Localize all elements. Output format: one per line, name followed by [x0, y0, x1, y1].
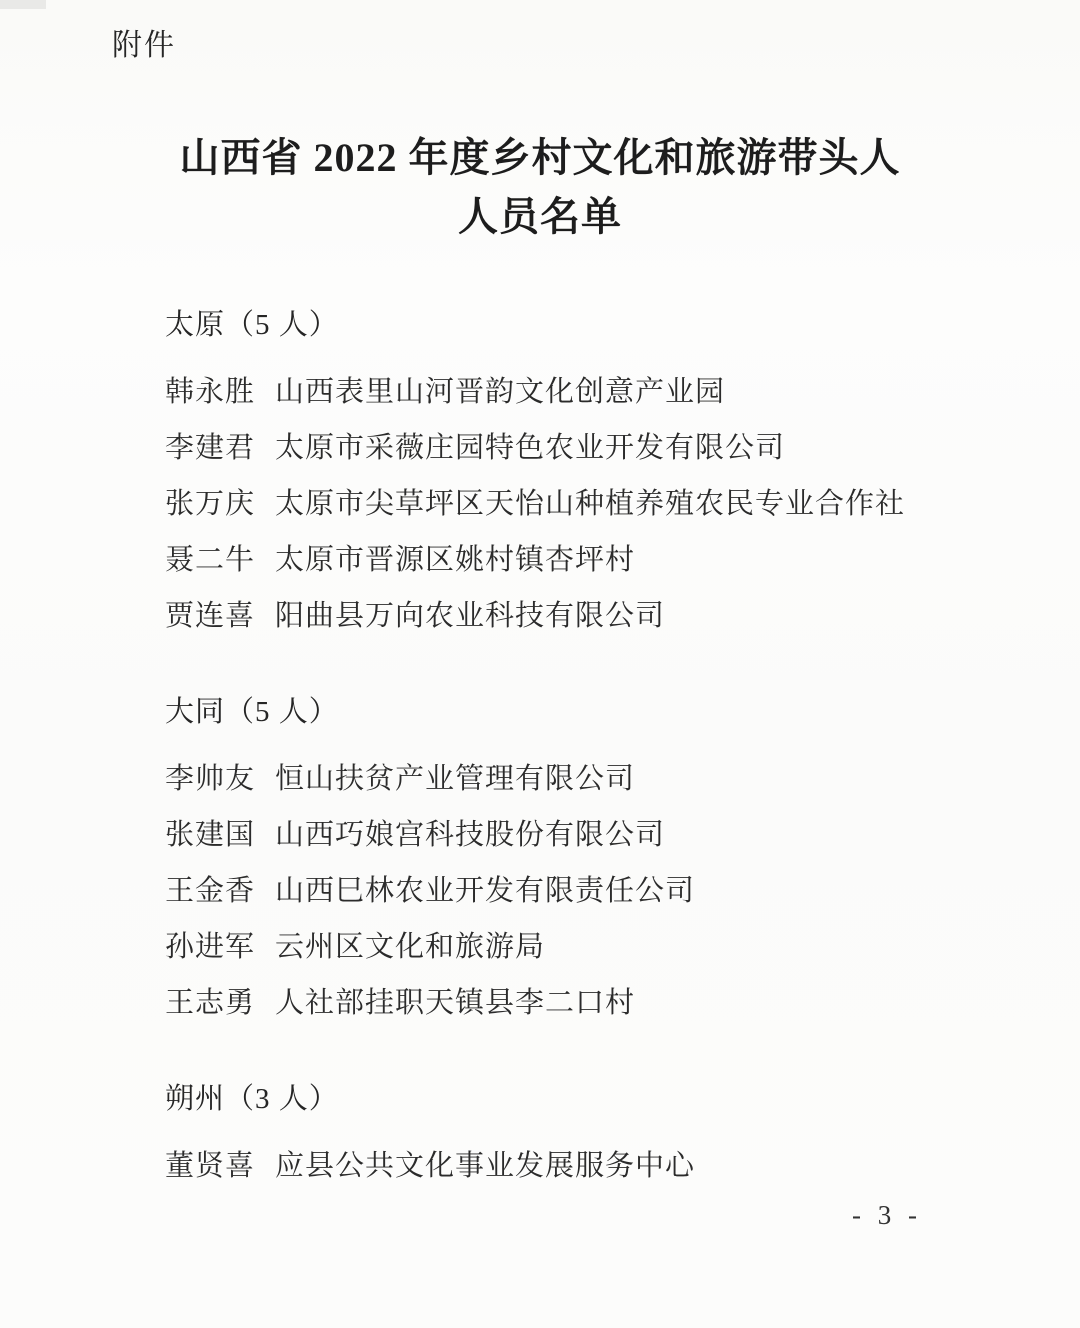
entry-list	[165, 364, 1010, 644]
entry-org: 太原市尖草坪区天怡山种植养殖农民专业合作社	[275, 488, 906, 520]
entry-org: 恒山扶贫产业管理有限公司	[275, 763, 636, 795]
entry-name: 孙进军	[165, 931, 256, 963]
entry-name: 王志勇	[165, 987, 256, 1019]
entry-row	[165, 476, 1010, 532]
entry-name: 张建国	[165, 819, 256, 851]
entry-row	[165, 420, 1010, 476]
page-number: - 3 -	[852, 1200, 922, 1230]
entry-org: 阳曲县万向农业科技有限公司	[275, 600, 666, 632]
attachment-label: 附件	[112, 29, 176, 62]
entry-name: 贾连喜	[165, 600, 256, 632]
section-heading: 大同（5 人）	[165, 696, 339, 728]
entry-name: 李帅友	[165, 763, 256, 795]
entry-row	[165, 751, 1010, 807]
section-heading: 太原（5 人）	[165, 309, 339, 341]
section	[165, 308, 1010, 644]
entry-row	[165, 364, 1010, 420]
entry-org: 应县公共文化事业发展服务中心	[275, 1150, 696, 1182]
entry-name: 张万庆	[165, 488, 256, 520]
entry-name: 李建君	[165, 432, 256, 464]
title-line-1: 山西省 2022 年度乡村文化和旅游带头人	[179, 135, 901, 180]
entry-name: 聂二牛	[165, 544, 256, 576]
title-line-2: 人员名单	[458, 194, 622, 239]
entry-org: 山西巳林农业开发有限责任公司	[275, 875, 696, 907]
entry-name: 董贤喜	[165, 1150, 256, 1182]
entry-row	[165, 863, 1010, 919]
section	[165, 695, 1010, 1031]
entry-list	[165, 1138, 1010, 1194]
sections-container	[165, 308, 1010, 1194]
entry-row	[165, 975, 1010, 1031]
entry-org: 太原市采薇庄园特色农业开发有限公司	[275, 432, 786, 464]
entry-name: 王金香	[165, 875, 256, 907]
section-heading: 朔州（3 人）	[165, 1083, 339, 1115]
entry-list	[165, 751, 1010, 1031]
entry-row	[165, 919, 1010, 975]
entry-name: 韩永胜	[165, 376, 256, 408]
entry-row	[165, 807, 1010, 863]
entry-org: 山西巧娘宫科技股份有限公司	[275, 819, 666, 851]
section	[165, 1082, 1010, 1194]
document-title	[0, 128, 1080, 246]
scan-artifact	[0, 0, 46, 9]
entry-org: 人社部挂职天镇县李二口村	[275, 987, 636, 1019]
entry-org: 云州区文化和旅游局	[275, 931, 546, 963]
entry-row	[165, 1138, 1010, 1194]
entry-org: 山西表里山河晋韵文化创意产业园	[275, 376, 726, 408]
entry-row	[165, 532, 1010, 588]
entry-org: 太原市晋源区姚村镇杏坪村	[275, 544, 636, 576]
entry-row	[165, 588, 1010, 644]
